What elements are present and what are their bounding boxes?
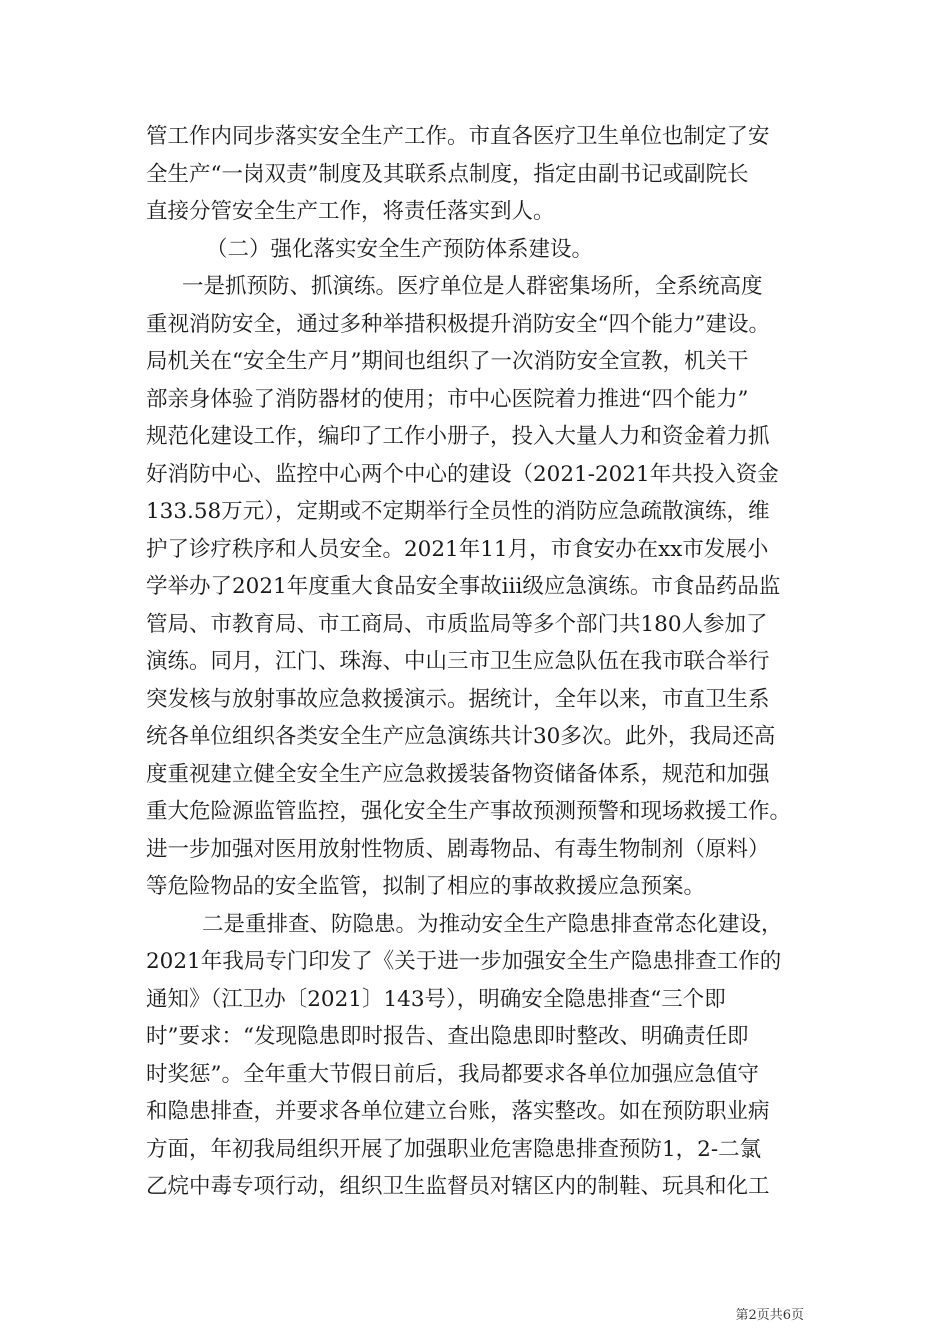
text-line: 重视消防安全，通过多种举措积极提升消防安全“四个能力”建设。 — [146, 311, 770, 337]
text-line: 护了诊疗秩序和人员安全。2021年11月，市食安办在xx市发展小 — [146, 536, 769, 562]
text-line: 管局、市教育局、市工商局、市质监局等多个部门共180人参加了 — [146, 611, 768, 637]
text-line: 和隐患排查，并要求各单位建立台账，落实整改。如在预防职业病 — [146, 1099, 770, 1124]
text-line: 统各单位组织各类安全生产应急演练共计30多次。此外，我局还高 — [146, 724, 776, 749]
text-line: 学举办了2021年度重大食品安全事故iii级应急演练。市食品药品监 — [146, 574, 781, 599]
text-line: 全生产“一岗双责”制度及其联系点制度，指定由副书记或副院长 — [146, 161, 749, 187]
text-line: 好消防中心、监控中心两个中心的建设（2021-2021年共投入资金 — [146, 461, 779, 487]
text-line: 演练。同月，江门、珠海、中山三市卫生应急队伍在我市联合举行 — [146, 649, 770, 674]
section-heading: （二）强化落实安全生产预防体系建设。 — [206, 236, 594, 262]
text-line: 度重视建立健全安全生产应急救援装备物资储备体系，规范和加强 — [146, 761, 770, 787]
text-line: 乙烷中毒专项行动，组织卫生监督员对辖区内的制鞋、玩具和化工 — [146, 1174, 770, 1199]
text-line: 一是抓预防、抓演练。医疗单位是人群密集场所，全系统高度 — [182, 274, 763, 299]
text-line: 通知》（江卫办〔2021〕143号），明确安全隐患排查“三个即 — [146, 986, 726, 1012]
text-line: 管工作内同步落实安全生产工作。市直各医疗卫生单位也制定了安 — [146, 124, 770, 149]
text-line: 进一步加强对医用放射性物质、剧毒物品、有毒生物制剂（原料） — [146, 836, 770, 862]
text-line: 突发核与放射事故应急救援演示。据统计，全年以来，市直卫生系 — [146, 686, 770, 712]
text-line: 规范化建设工作，编印了工作小册子，投入大量人力和资金着力抓 — [146, 424, 770, 449]
text-line: 二是重排查、防隐患。为推动安全生产隐患排查常态化建设， — [202, 911, 783, 937]
text-line: 等危险物品的安全监管，拟制了相应的事故救援应急预案。 — [146, 874, 706, 899]
text-line: 直接分管安全生产工作，将责任落实到人。 — [146, 199, 555, 224]
text-line: 时”要求：“发现隐患即时报告、查出隐患即时整改、明确责任即 — [146, 1024, 749, 1049]
text-line: 时奖惩”。全年重大节假日前后，我局都要求各单位加强应急值守 — [146, 1061, 759, 1087]
text-line: 部亲身体验了消防器材的使用；市中心医院着力推进“四个能力” — [146, 386, 749, 412]
text-line: 局机关在“安全生产月”期间也组织了一次消防安全宣教，机关干 — [146, 349, 749, 374]
text-line: 重大危险源监管监控，强化安全生产事故预测预警和现场救援工作。 — [146, 799, 792, 824]
text-line: 2021年我局专门印发了《关于进一步加强安全生产隐患排查工作的 — [146, 949, 782, 974]
text-line: 方面，年初我局组织开展了加强职业危害隐患排查预防1，2-二氯 — [146, 1136, 762, 1162]
document-body — [146, 118, 836, 1206]
text-line: 133.58万元），定期或不定期举行全员性的消防应急疏散演练，维 — [146, 499, 770, 524]
page-number: 第2页共6页 — [735, 1308, 804, 1323]
